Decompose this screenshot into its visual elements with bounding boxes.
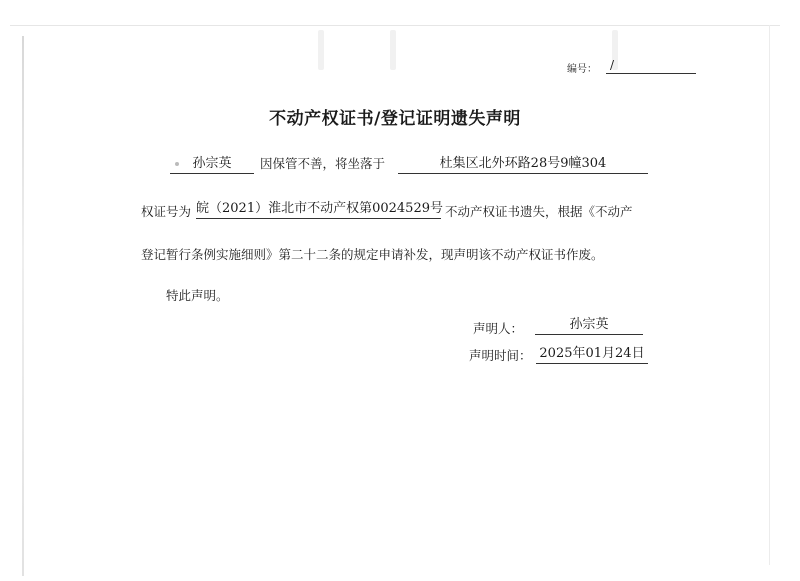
owner-name-field: 孙宗英	[170, 155, 254, 174]
serial-number-label: 编号：	[567, 64, 597, 75]
declarant-label: 声明人：	[473, 321, 524, 336]
scan-edge-top	[10, 25, 780, 26]
certificate-suffix-text: 不动产权证书遗失，根据《不动产	[445, 204, 633, 219]
body-text-line: 登记暂行条例实施细则》第二十二条的规定申请补发，现声明该不动产权证书作废。	[141, 247, 604, 262]
declarant-name-field: 孙宗英	[535, 316, 643, 335]
reason-text: 因保管不善，将坐落于	[260, 156, 386, 171]
property-location-field: 杜集区北外环路28号9幢304	[398, 155, 648, 174]
document-title: 不动产权证书/登记证明遗失声明	[269, 109, 521, 129]
scan-bleed-mark	[390, 30, 396, 70]
certificate-number-field: 皖（2021）淮北市不动产权第0024529号	[196, 200, 441, 219]
scan-bleed-mark	[318, 30, 324, 70]
serial-number-underline	[606, 73, 696, 74]
certificate-prefix-text: 权证号为	[141, 204, 192, 219]
declaration-date-field: 2025年01月24日	[536, 345, 648, 364]
declaration-date-label: 声明时间：	[469, 348, 532, 363]
serial-number-value: /	[610, 58, 615, 72]
closing-statement: 特此声明。	[166, 288, 229, 303]
